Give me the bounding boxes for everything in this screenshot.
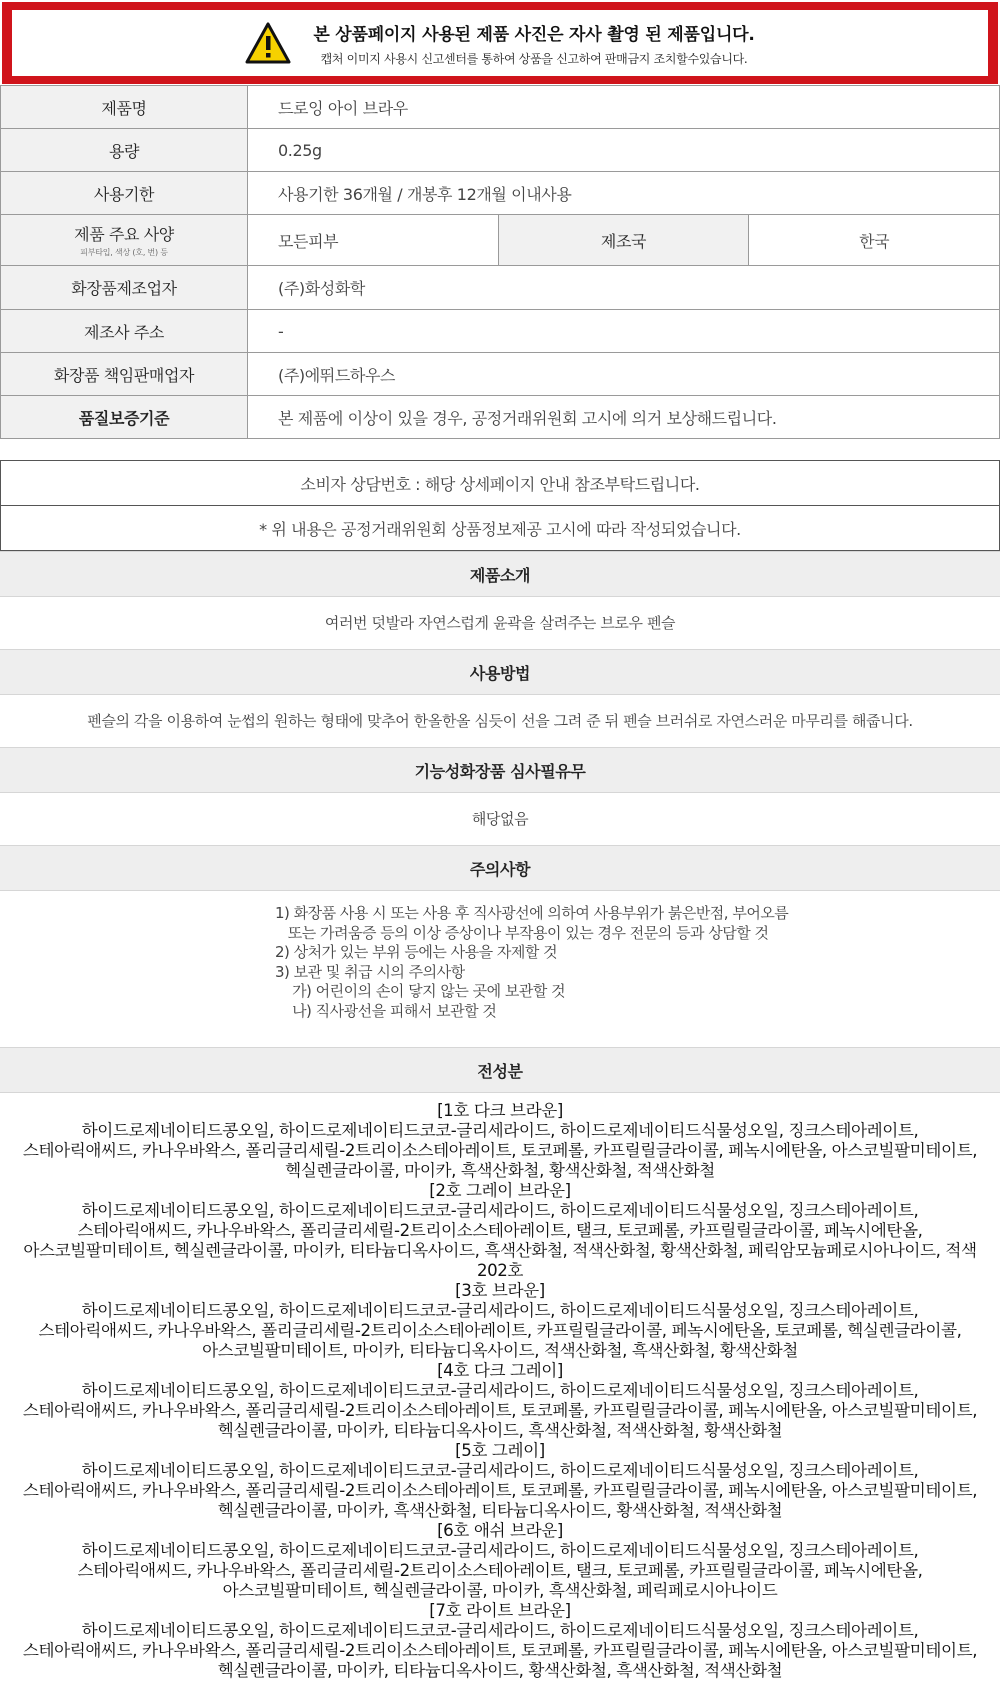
warning-text bbox=[313, 20, 754, 67]
caution-line: 1) 화장품 사용 시 또는 사용 후 직사광선에 의하여 사용부위가 붉은반점, 부어오름 bbox=[275, 904, 789, 922]
ingredients-line: 하이드로제네이티드콩오일, 하이드로제네이티드코코-글리세라이드, 하이드로제네이티드식물성오일, 징크스테아레이트, bbox=[81, 1461, 919, 1480]
spec-label: 제품 주요 사양 bbox=[74, 225, 174, 244]
expiry-value: 사용기한 36개월 / 개봉후 12개월 이내사용 bbox=[248, 172, 1000, 215]
ingredients-line: 헥실렌글라이콜, 마이카, 티타늄디옥사이드, 흑색산화철, 적색산화철, 황색산화철 bbox=[217, 1421, 783, 1440]
table-row bbox=[1, 129, 1000, 172]
intro-section-body: 여러번 덧발라 자연스럽게 윤곽을 살려주는 브로우 펜슬 bbox=[324, 613, 676, 632]
origin-value: 한국 bbox=[749, 215, 1000, 266]
ingredients-line: 하이드로제네이티드콩오일, 하이드로제네이티드코코-글리세라이드, 하이드로제네이티드식물성오일, 징크스테아레이트, bbox=[81, 1621, 919, 1640]
ingredients-line: 아스코빌팔미테이트, 마이카, 티타늄디옥사이드, 적색산화철, 흑색산화철, 황색산화철 bbox=[202, 1341, 798, 1360]
caution-line: 또는 가려움증 등의 이상 증상이나 부작용이 있는 경우 전문의 등과 상담할 것 bbox=[275, 923, 769, 942]
caution-line: 나) 직사광선을 피해서 보관할 것 bbox=[275, 1001, 497, 1020]
expiry-label: 사용기한 bbox=[1, 172, 248, 215]
table-row bbox=[1, 396, 1000, 439]
ingredients-line: [1호 다크 브라운] bbox=[437, 1101, 563, 1120]
table-row bbox=[1, 215, 1000, 266]
caution-line: 3) 보관 및 취급 시의 주의사항 bbox=[275, 962, 465, 981]
product-name-value: 드로잉 아이 브라우 bbox=[248, 86, 1000, 129]
ingredients-line: 스테아릭애씨드, 카나우바왁스, 폴리글리세릴-2트리이소스테아레이트, 토코페롤, 카프릴릴글라이콜, 페녹시에탄올, 아스코빌팔미테이트, bbox=[22, 1401, 978, 1420]
intro-section-title: 제품소개 bbox=[0, 551, 1000, 597]
ingredients-line: 헥실렌글라이콜, 마이카, 티타늄디옥사이드, 황색산화철, 흑색산화철, 적색산화철 bbox=[217, 1661, 783, 1680]
manufacturer-label: 화장품제조업자 bbox=[1, 266, 248, 310]
ingredients-line: 스테아릭애씨드, 카나우바왁스, 폴리글리세릴-2트리이소스테아레이트, 탤크, 토코페롤, 카프릴릴글라이콜, 페녹시에탄올, bbox=[77, 1561, 923, 1580]
ingredients-line: 하이드로제네이티드콩오일, 하이드로제네이티드코코-글리세라이드, 하이드로제네이티드식물성오일, 징크스테아레이트, bbox=[81, 1381, 919, 1400]
spec-sublabel: 피부타입, 색상 (호, 번) 등 bbox=[80, 248, 168, 257]
ingredients-line: 스테아릭애씨드, 카나우바왁스, 폴리글리세릴-2트리이소스테아레이트, 토코페롤, 카프릴릴글라이콜, 페녹시에탄올, 아스코빌팔미테이트, bbox=[22, 1641, 978, 1660]
ingredients-line: [5호 그레이] bbox=[455, 1441, 545, 1460]
ingredients-line: 스테아릭애씨드, 카나우바왁스, 폴리글리세릴-2트리이소스테아레이트, 토코페롤, 카프릴릴글라이콜, 페녹시에탄올, 아스코빌팔미테이트, bbox=[22, 1481, 978, 1500]
warning-content bbox=[12, 10, 988, 76]
functional-section-body: 해당없음 bbox=[471, 809, 529, 828]
consult-notice: 소비자 상담번호 : 해당 상세페이지 안내 참조부탁드립니다. bbox=[0, 460, 1000, 506]
ingredients-list bbox=[10, 1101, 990, 1681]
table-row bbox=[1, 353, 1000, 396]
seller-label: 화장품 책임판매업자 bbox=[1, 353, 248, 396]
ingredients-section-title: 전성분 bbox=[0, 1047, 1000, 1093]
ingredients-line: 하이드로제네이티드콩오일, 하이드로제네이티드코코-글리세라이드, 하이드로제네이티드식물성오일, 징크스테아레이트, bbox=[81, 1201, 919, 1220]
spec-value: 모든피부 bbox=[248, 215, 499, 266]
caution-line: 2) 상처가 있는 부위 등에는 사용을 자제할 것 bbox=[275, 943, 558, 961]
ingredients-line: 스테아릭애씨드, 카나우바왁스, 폴리글리세릴-2트리이소스테아레이트, 카프릴릴글라이콜, 페녹시에탄올, 토코페롤, 헥실렌글라이콜, bbox=[38, 1321, 962, 1340]
copyright-warning-banner bbox=[2, 2, 998, 84]
usage-section-title: 사용방법 bbox=[0, 649, 1000, 695]
ingredients-line: 아스코빌팔미테이트, 헥실렌글라이콜, 마이카, 흑색산화철, 페릭페로시아나이드 bbox=[222, 1581, 778, 1600]
caution-line: 가) 어린이의 손이 닿지 않는 곳에 보관할 것 bbox=[275, 982, 566, 1000]
volume-value: 0.25g bbox=[248, 129, 1000, 172]
disclaimer-notice: * 위 내용은 공정거래위원회 상품정보제공 고시에 따라 작성되었습니다. bbox=[0, 505, 1000, 551]
warning-subtitle: 캡처 이미지 사용시 신고센터를 통하여 상품을 신고하여 판매금지 조치할수있습니다. bbox=[320, 51, 748, 66]
ingredients-line: 하이드로제네이티드콩오일, 하이드로제네이티드코코-글리세라이드, 하이드로제네이티드식물성오일, 징크스테아레이트, bbox=[81, 1301, 919, 1320]
caution-list bbox=[275, 904, 835, 1021]
quality-label: 품질보증기준 bbox=[1, 396, 248, 439]
spec-label-cell bbox=[1, 215, 248, 266]
warning-triangle-icon bbox=[245, 22, 291, 64]
ingredients-line: 헥실렌글라이콜, 마이카, 흑색산화철, 황색산화철, 적색산화철 bbox=[285, 1161, 715, 1180]
seller-value: (주)에뛰드하우스 bbox=[248, 353, 1000, 396]
ingredients-line: [6호 애쉬 브라운] bbox=[437, 1521, 563, 1540]
ingredients-line: [3호 브라운] bbox=[455, 1281, 545, 1300]
table-row bbox=[1, 266, 1000, 310]
ingredients-line: 헥실렌글라이콜, 마이카, 흑색산화철, 티타늄디옥사이드, 황색산화철, 적색산화철 bbox=[217, 1501, 783, 1520]
table-row bbox=[1, 310, 1000, 353]
warning-title: 본 상품페이지 사용된 제품 사진은 자사 촬영 된 제품입니다. bbox=[313, 24, 755, 45]
ingredients-line: 하이드로제네이티드콩오일, 하이드로제네이티드코코-글리세라이드, 하이드로제네이티드식물성오일, 징크스테아레이트, bbox=[81, 1121, 919, 1140]
ingredients-line: 스테아릭애씨드, 카나우바왁스, 폴리글리세릴-2트리이소스테아레이트, 토코페롤, 카프릴릴글라이콜, 페녹시에탄올, 아스코빌팔미테이트, bbox=[22, 1141, 978, 1160]
table-row bbox=[1, 86, 1000, 129]
product-name-label: 제품명 bbox=[1, 86, 248, 129]
table-row bbox=[1, 172, 1000, 215]
ingredients-line: [2호 그레이 브라운] bbox=[429, 1181, 571, 1200]
caution-section-title: 주의사항 bbox=[0, 845, 1000, 891]
product-info-table bbox=[0, 85, 1000, 439]
quality-value: 본 제품에 이상이 있을 경우, 공정거래위원회 고시에 의거 보상해드립니다. bbox=[248, 396, 1000, 439]
address-value: - bbox=[248, 310, 1000, 353]
address-label: 제조사 주소 bbox=[1, 310, 248, 353]
ingredients-line: [7호 라이트 브라운] bbox=[429, 1601, 571, 1620]
ingredients-line: 202호 bbox=[476, 1261, 524, 1280]
usage-section-body: 펜슬의 각을 이용하여 눈썹의 원하는 형태에 맞추어 한올한올 심듯이 선을 그려 준 뒤 펜슬 브러쉬로 자연스러운 마무리를 해줍니다. bbox=[87, 711, 913, 730]
ingredients-line: 하이드로제네이티드콩오일, 하이드로제네이티드코코-글리세라이드, 하이드로제네이티드식물성오일, 징크스테아레이트, bbox=[81, 1541, 919, 1560]
manufacturer-value: (주)화성화학 bbox=[248, 266, 1000, 310]
origin-label: 제조국 bbox=[498, 215, 749, 266]
ingredients-line: 아스코빌팔미테이트, 헥실렌글라이콜, 마이카, 티타늄디옥사이드, 흑색산화철, 적색산화철, 황색산화철, 페릭암모늄페로시아나이드, 적색 bbox=[23, 1241, 977, 1260]
ingredients-line: 스테아릭애씨드, 카나우바왁스, 폴리글리세릴-2트리이소스테아레이트, 탤크, 토코페롤, 카프릴릴글라이콜, 페녹시에탄올, bbox=[77, 1221, 923, 1240]
volume-label: 용량 bbox=[1, 129, 248, 172]
ingredients-line: [4호 다크 그레이] bbox=[437, 1361, 563, 1380]
functional-section-title: 기능성화장품 심사필유무 bbox=[0, 747, 1000, 793]
